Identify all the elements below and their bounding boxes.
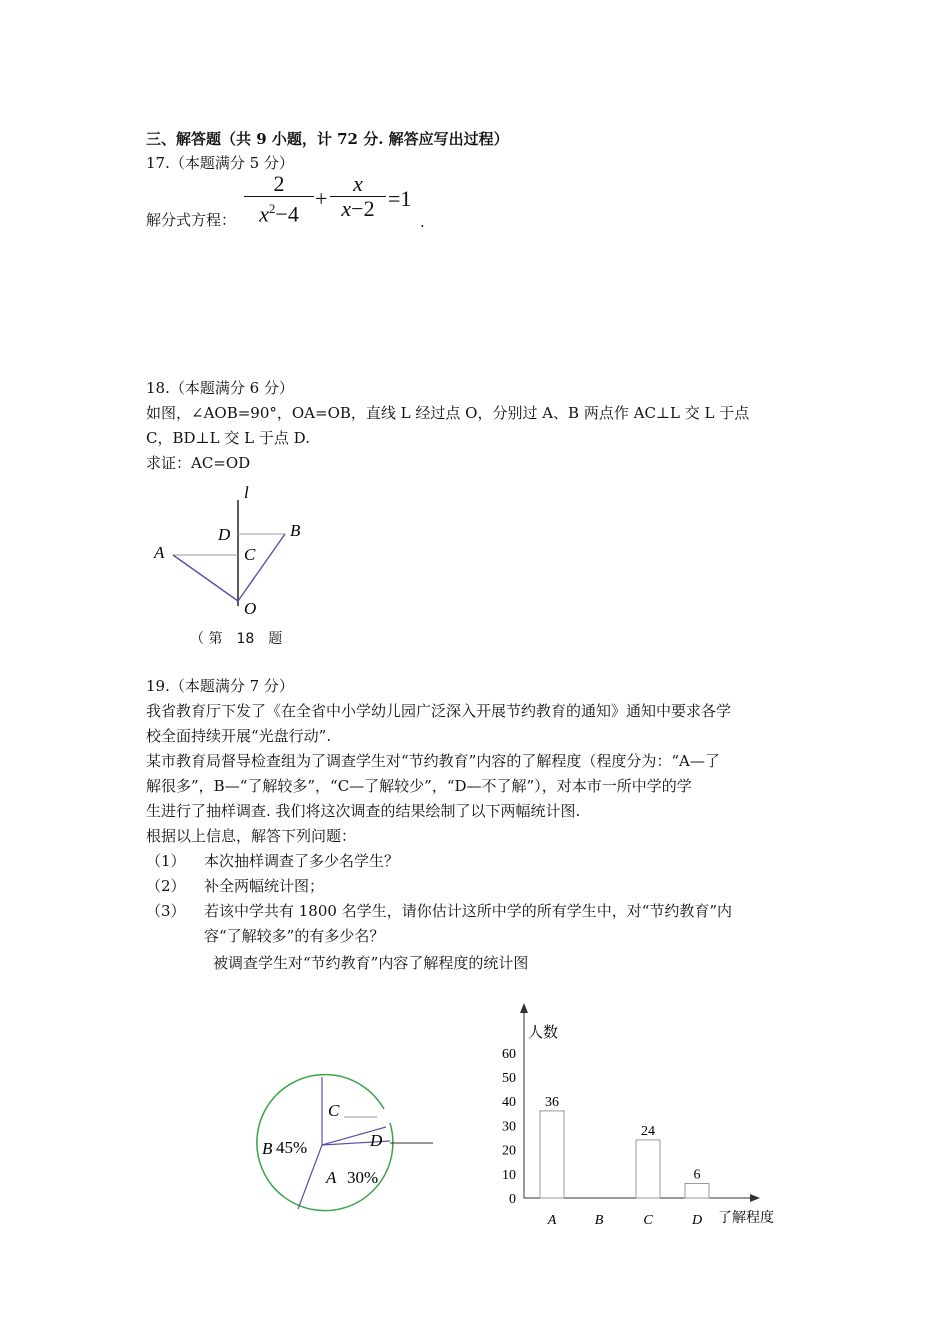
bar-value-label: 36 (545, 1094, 559, 1110)
pie-label-c: C (328, 1101, 340, 1120)
q19-item-3-num: （3） (146, 902, 186, 920)
label-a: A (154, 543, 165, 562)
y-tick-label: 10 (502, 1167, 516, 1183)
y-tick-label: 30 (502, 1119, 516, 1135)
q19-item-1-text: 本次抽样调查了多少名学生？ (204, 852, 400, 870)
pie-label-d: D (370, 1131, 383, 1150)
bar-chart (490, 995, 790, 1230)
q18-line3: 求证：AC=OD (146, 454, 251, 472)
x-tick-label: D (691, 1213, 703, 1228)
bar-a (540, 1111, 564, 1198)
label-o: O (244, 599, 257, 618)
q18-figure (140, 478, 340, 628)
y-tick-label: 40 (502, 1095, 516, 1111)
q18-line1: 如图，∠AOB=90°，OA=OB，直线 L 经过点 O，分别过 A、B 两点作 AC⊥L 交 L 于点 (146, 404, 750, 422)
pie-label-b: B (262, 1139, 273, 1158)
section-title: 三、解答题（共 9 小题，计 72 分. 解答应写出过程） (146, 130, 509, 148)
frac1-numerator: 2 (244, 172, 314, 197)
equals-one: =1 (388, 186, 412, 211)
q19-p2-line1: 某市教育局督导检查组为了调查学生对“节约教育”内容的了解程度（程度分为：“A—了 (146, 752, 720, 770)
q19-p2-line3: 生进行了抽样调查. 我们将这次调查的结果绘制了以下两幅统计图. (146, 802, 581, 820)
x-axis-arrow (750, 1194, 760, 1202)
y-tick-label: 20 (502, 1143, 516, 1159)
y-axis-label: 人数 (528, 1025, 559, 1041)
label-l: l (244, 483, 249, 502)
y-tick-label: 60 (502, 1046, 516, 1062)
bar-d (685, 1183, 709, 1198)
x-tick-label: C (643, 1213, 653, 1228)
q19-p2-line2: 解很多”，B—“了解较多”，“C—了解较少”，“D—不了解”），对本市一所中学的学 (146, 777, 692, 795)
q19-p1-line2: 校全面持续开展“光盘行动”. (146, 727, 332, 745)
q19-item-2-num: （2） (146, 877, 186, 895)
bar-value-label: 6 (693, 1167, 701, 1183)
q19-p1-line1: 我省教育厅下发了《在全省中小学幼儿园广泛深入开展节约教育的通知》通知中要求各学 (146, 702, 732, 720)
x-tick-label: A (547, 1213, 557, 1228)
label-b: B (290, 521, 301, 540)
y-tick-label: 50 (502, 1071, 516, 1086)
q19-p3: 根据以上信息，解答下列问题： (146, 827, 357, 845)
x-axis-label: 了解程度 (718, 1211, 774, 1226)
q17-header: 17.（本题满分 5 分） (146, 154, 294, 172)
pie-label-a: A (326, 1168, 337, 1187)
bar-value-label: 24 (641, 1123, 655, 1139)
q19-item-2-text: 补全两幅统计图； (204, 877, 325, 895)
label-d: D (218, 525, 231, 544)
q17-prompt: 解分式方程： (146, 211, 237, 229)
y-tick-label: 0 (509, 1192, 516, 1207)
q18-header: 18.（本题满分 6 分） (146, 379, 294, 397)
q17-period: . (420, 213, 425, 231)
pie-chart (240, 1065, 450, 1225)
bar-c (636, 1140, 660, 1198)
q19-item-3-text: 若该中学共有 1800 名学生，请你估计这所中学的所有学生中，对“节约教育”内 (204, 902, 733, 920)
y-axis-arrow (520, 1003, 528, 1013)
q19-item-3-cont: 容“了解较多”的有多少名？ (204, 927, 385, 945)
pie-label-a-pct: 30% (347, 1168, 379, 1187)
pie-label-b-pct: 45% (276, 1138, 308, 1157)
chart-title: 被调查学生对“节约教育”内容了解程度的统计图 (213, 954, 529, 972)
q18-caption: （ 第 18 题 (190, 631, 283, 647)
frac1-denominator: $x^2-4$ (259, 201, 299, 227)
frac2-denominator: x−2 (341, 196, 375, 221)
label-c: C (244, 545, 256, 564)
q19-header: 19.（本题满分 7 分） (146, 677, 294, 695)
q19-item-1-num: （1） (146, 852, 186, 870)
segment-ao (173, 555, 238, 601)
frac2-numerator: x (330, 172, 386, 197)
plus-sign: + (315, 186, 328, 211)
x-tick-label: B (594, 1213, 604, 1228)
q18-line2: C，BD⊥L 交 L 于点 D. (146, 429, 310, 447)
